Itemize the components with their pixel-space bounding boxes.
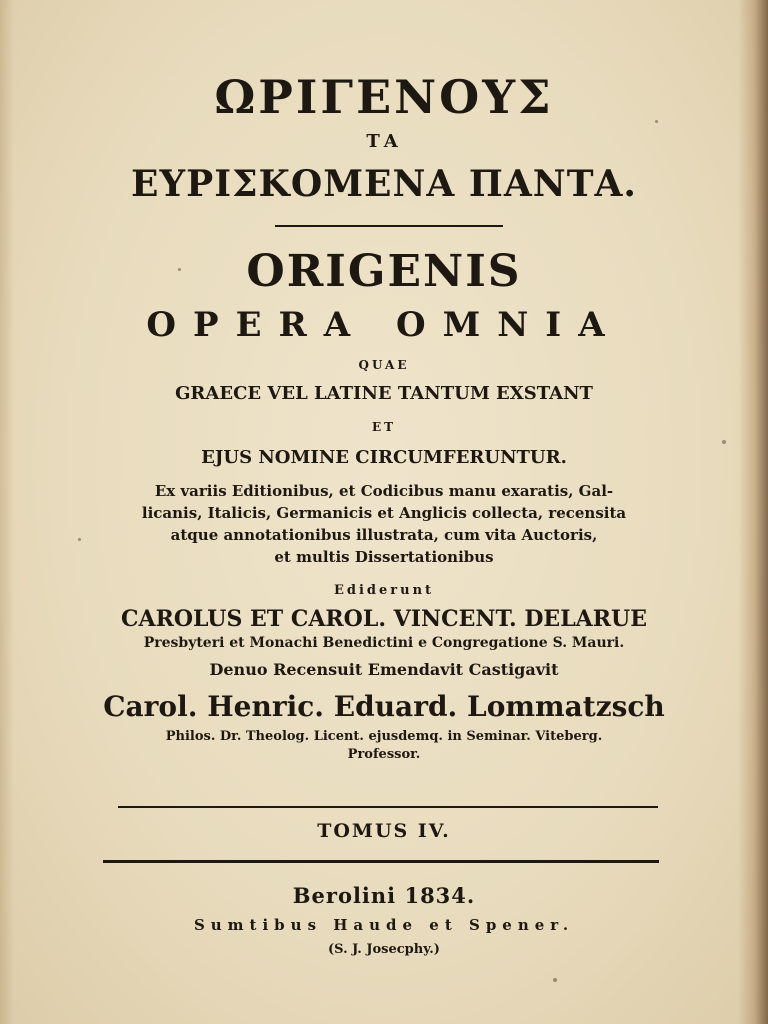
title-rule (275, 225, 503, 227)
imprint-publisher: Sumtibus Haude et Spener. (193, 916, 575, 934)
ink-speck (722, 440, 726, 444)
graece-line: GRAECE VEL LATINE TANTUM EXSTANT (175, 383, 593, 404)
description-line: atque annotationibus illustrata, cum vita Auctoris, (170, 526, 598, 544)
reviser-name: Carol. Henric. Eduard. Lommatzsch (103, 690, 665, 723)
reviser-title: Professor. (347, 747, 421, 762)
quae-text: QUAE (358, 358, 410, 372)
description-line: licanis, Italicis, Germanicis et Anglicis collecta, recensita (141, 504, 627, 522)
ink-speck (553, 978, 557, 982)
ink-speck (655, 120, 658, 123)
imprint-place-year: Berolini 1834. (292, 883, 476, 908)
ediderunt-text: Ediderunt (333, 583, 435, 598)
reviser-title: Philos. Dr. Theolog. Licent. ejusdemq. in Seminar. Viteberg. (165, 729, 603, 744)
latin-author: ORIGENIS (246, 246, 522, 297)
ejus-line: EJUS NOMINE CIRCUMFERUNTUR. (201, 447, 567, 468)
greek-title: ΕΥΡΙΣΚΟΜΕΝΑ ΠΑΝΤΑ. (131, 163, 637, 205)
editors-line: CAROLUS ET CAROL. VINCENT. DELARUE (121, 606, 647, 632)
greek-article: ΤΑ (366, 131, 402, 152)
imprint-printer: (S. J. Josecphy.) (328, 942, 440, 957)
volume-rule-top (118, 806, 658, 808)
description-line: et multis Dissertationibus (274, 548, 494, 566)
greek-author: ΩΡΙΓΕΝΟΥΣ (214, 70, 554, 124)
latin-title: OPERA OMNIA (146, 305, 622, 345)
editors-affiliation: Presbyteri et Monachi Benedictini e Congregatione S. Mauri. (143, 635, 625, 651)
et-text: ET (371, 420, 397, 434)
volume-number: TOMUS IV. (317, 820, 451, 842)
denuo-line: Denuo Recensuit Emendavit Castigavit (209, 660, 559, 679)
description-line: Ex variis Editionibus, et Codicibus manu exaratis, Gal- (154, 482, 614, 500)
volume-rule-bottom (103, 860, 659, 863)
